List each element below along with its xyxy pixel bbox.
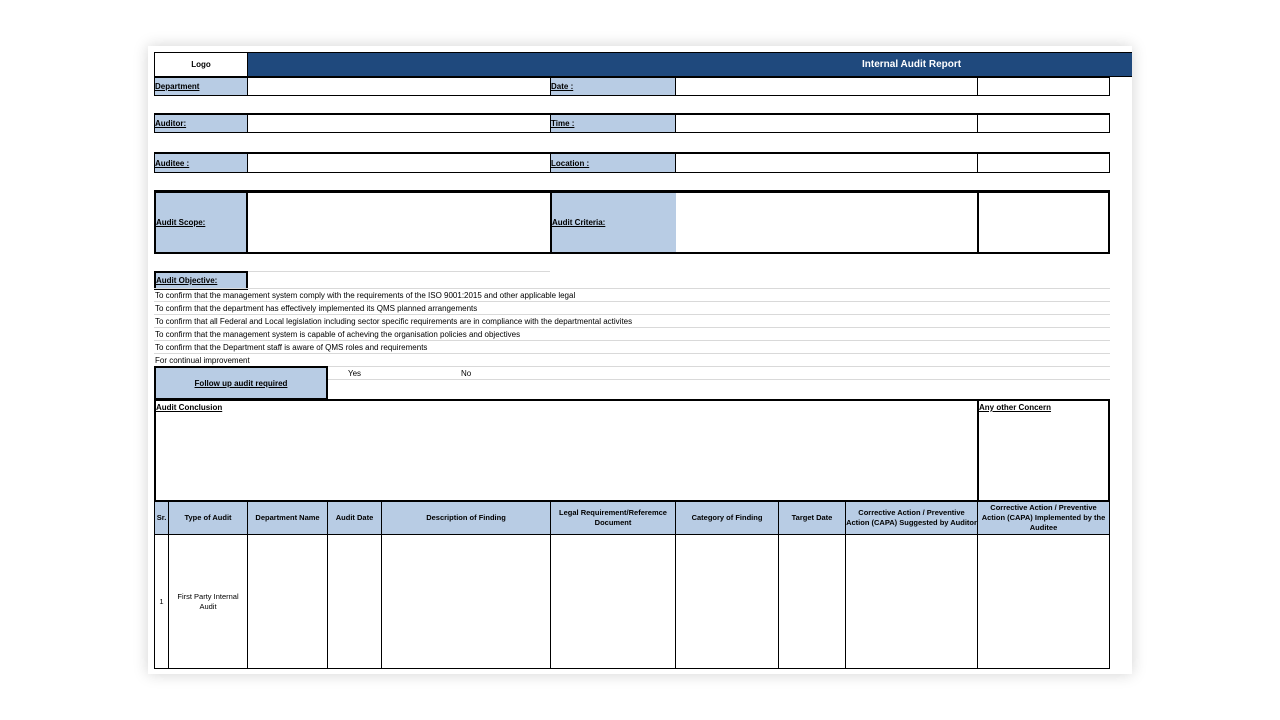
table-cell-audit-date[interactable] (327, 534, 382, 669)
header-legal-requirement: Legal Requirement/Referemce Document (550, 501, 676, 535)
audit-criteria-extra-cell (977, 191, 1110, 254)
header-description: Description of Finding (381, 501, 551, 535)
report-sheet (148, 46, 1132, 674)
grid-line (154, 314, 1110, 315)
follow-up-yes[interactable]: Yes (348, 369, 362, 378)
header-department-name: Department Name (247, 501, 328, 535)
department-field[interactable] (247, 77, 551, 96)
audit-objective-label: Audit Objective: (154, 271, 248, 290)
objective-4: To confirm that the management system is capable of acheving the organisation policies and objectives (155, 330, 521, 339)
report-title: Internal Audit Report (862, 59, 962, 70)
date-label: Date : (550, 77, 676, 96)
table-cell-legal[interactable] (550, 534, 676, 669)
header-capa-implemented: Corrective Action / Preventive Action (CAPA) Implemented by the Auditee (977, 501, 1110, 535)
date-field[interactable] (675, 77, 978, 96)
table-cell-capa-suggested[interactable] (845, 534, 978, 669)
title-bar (248, 52, 1132, 77)
table-cell-type[interactable]: First Party Internal Audit (168, 534, 248, 669)
auditee-label: Auditee : (154, 153, 248, 173)
objective-3: To confirm that all Federal and Local legislation including sector specific requirements are in compliance with the departmental activites (155, 317, 633, 326)
follow-up-label: Follow up audit required (154, 366, 328, 400)
objective-6: For continual improvement (155, 356, 250, 365)
grid-line (154, 327, 1110, 328)
grid-line (328, 379, 1110, 380)
grid-line (154, 288, 1110, 289)
header-category: Category of Finding (675, 501, 779, 535)
table-cell-description[interactable] (381, 534, 551, 669)
time-extra-cell (977, 114, 1110, 133)
location-extra-cell (977, 153, 1110, 173)
spacer-row (154, 173, 1110, 191)
grid-line (154, 340, 1110, 341)
location-label: Location : (550, 153, 676, 173)
spacer-row (154, 96, 1110, 114)
table-cell-category[interactable] (675, 534, 779, 669)
spacer-row (154, 133, 1110, 153)
auditor-label: Auditor: (154, 114, 248, 133)
table-cell-department[interactable] (247, 534, 328, 669)
other-concern-label: Any other Concern (979, 403, 1052, 412)
audit-conclusion-label: Audit Conclusion (156, 403, 223, 412)
header-target-date: Target Date (778, 501, 846, 535)
auditor-field[interactable] (247, 114, 551, 133)
audit-criteria-label: Audit Criteria: (550, 191, 676, 254)
department-label: Department (154, 77, 248, 96)
table-cell-capa-implemented[interactable] (977, 534, 1110, 669)
table-cell-target-date[interactable] (778, 534, 846, 669)
audit-scope-label: Audit Scope: (154, 191, 248, 254)
time-label: Time : (550, 114, 676, 133)
findings-table (154, 501, 1110, 669)
logo-cell: Logo (154, 52, 248, 77)
objective-5: To confirm that the Department staff is aware of QMS roles and requirements (155, 343, 428, 352)
audit-conclusion-box[interactable] (154, 399, 979, 502)
location-field[interactable] (675, 153, 978, 173)
header-type-of-audit: Type of Audit (168, 501, 248, 535)
objective-2: To confirm that the department has effectively implemented its QMS planned arrangements (155, 304, 478, 313)
grid-line (154, 301, 1110, 302)
header-capa-suggested: Corrective Action / Preventive Action (CAPA) Suggested by Auditor (845, 501, 978, 535)
objective-1: To confirm that the management system comply with the requirements of the ISO 9001:2015 and other applicable legal (155, 291, 576, 300)
header-sr: Sr. (154, 501, 169, 535)
audit-criteria-field[interactable] (675, 191, 979, 254)
other-concern-box[interactable] (977, 399, 1110, 502)
auditee-field[interactable] (247, 153, 551, 173)
follow-up-no[interactable]: No (461, 369, 472, 378)
date-extra-cell (977, 77, 1110, 96)
grid-line (154, 353, 1110, 354)
header-audit-date: Audit Date (327, 501, 382, 535)
table-cell-sr[interactable]: 1 (154, 534, 169, 669)
time-field[interactable] (675, 114, 978, 133)
audit-scope-field[interactable] (246, 191, 552, 254)
